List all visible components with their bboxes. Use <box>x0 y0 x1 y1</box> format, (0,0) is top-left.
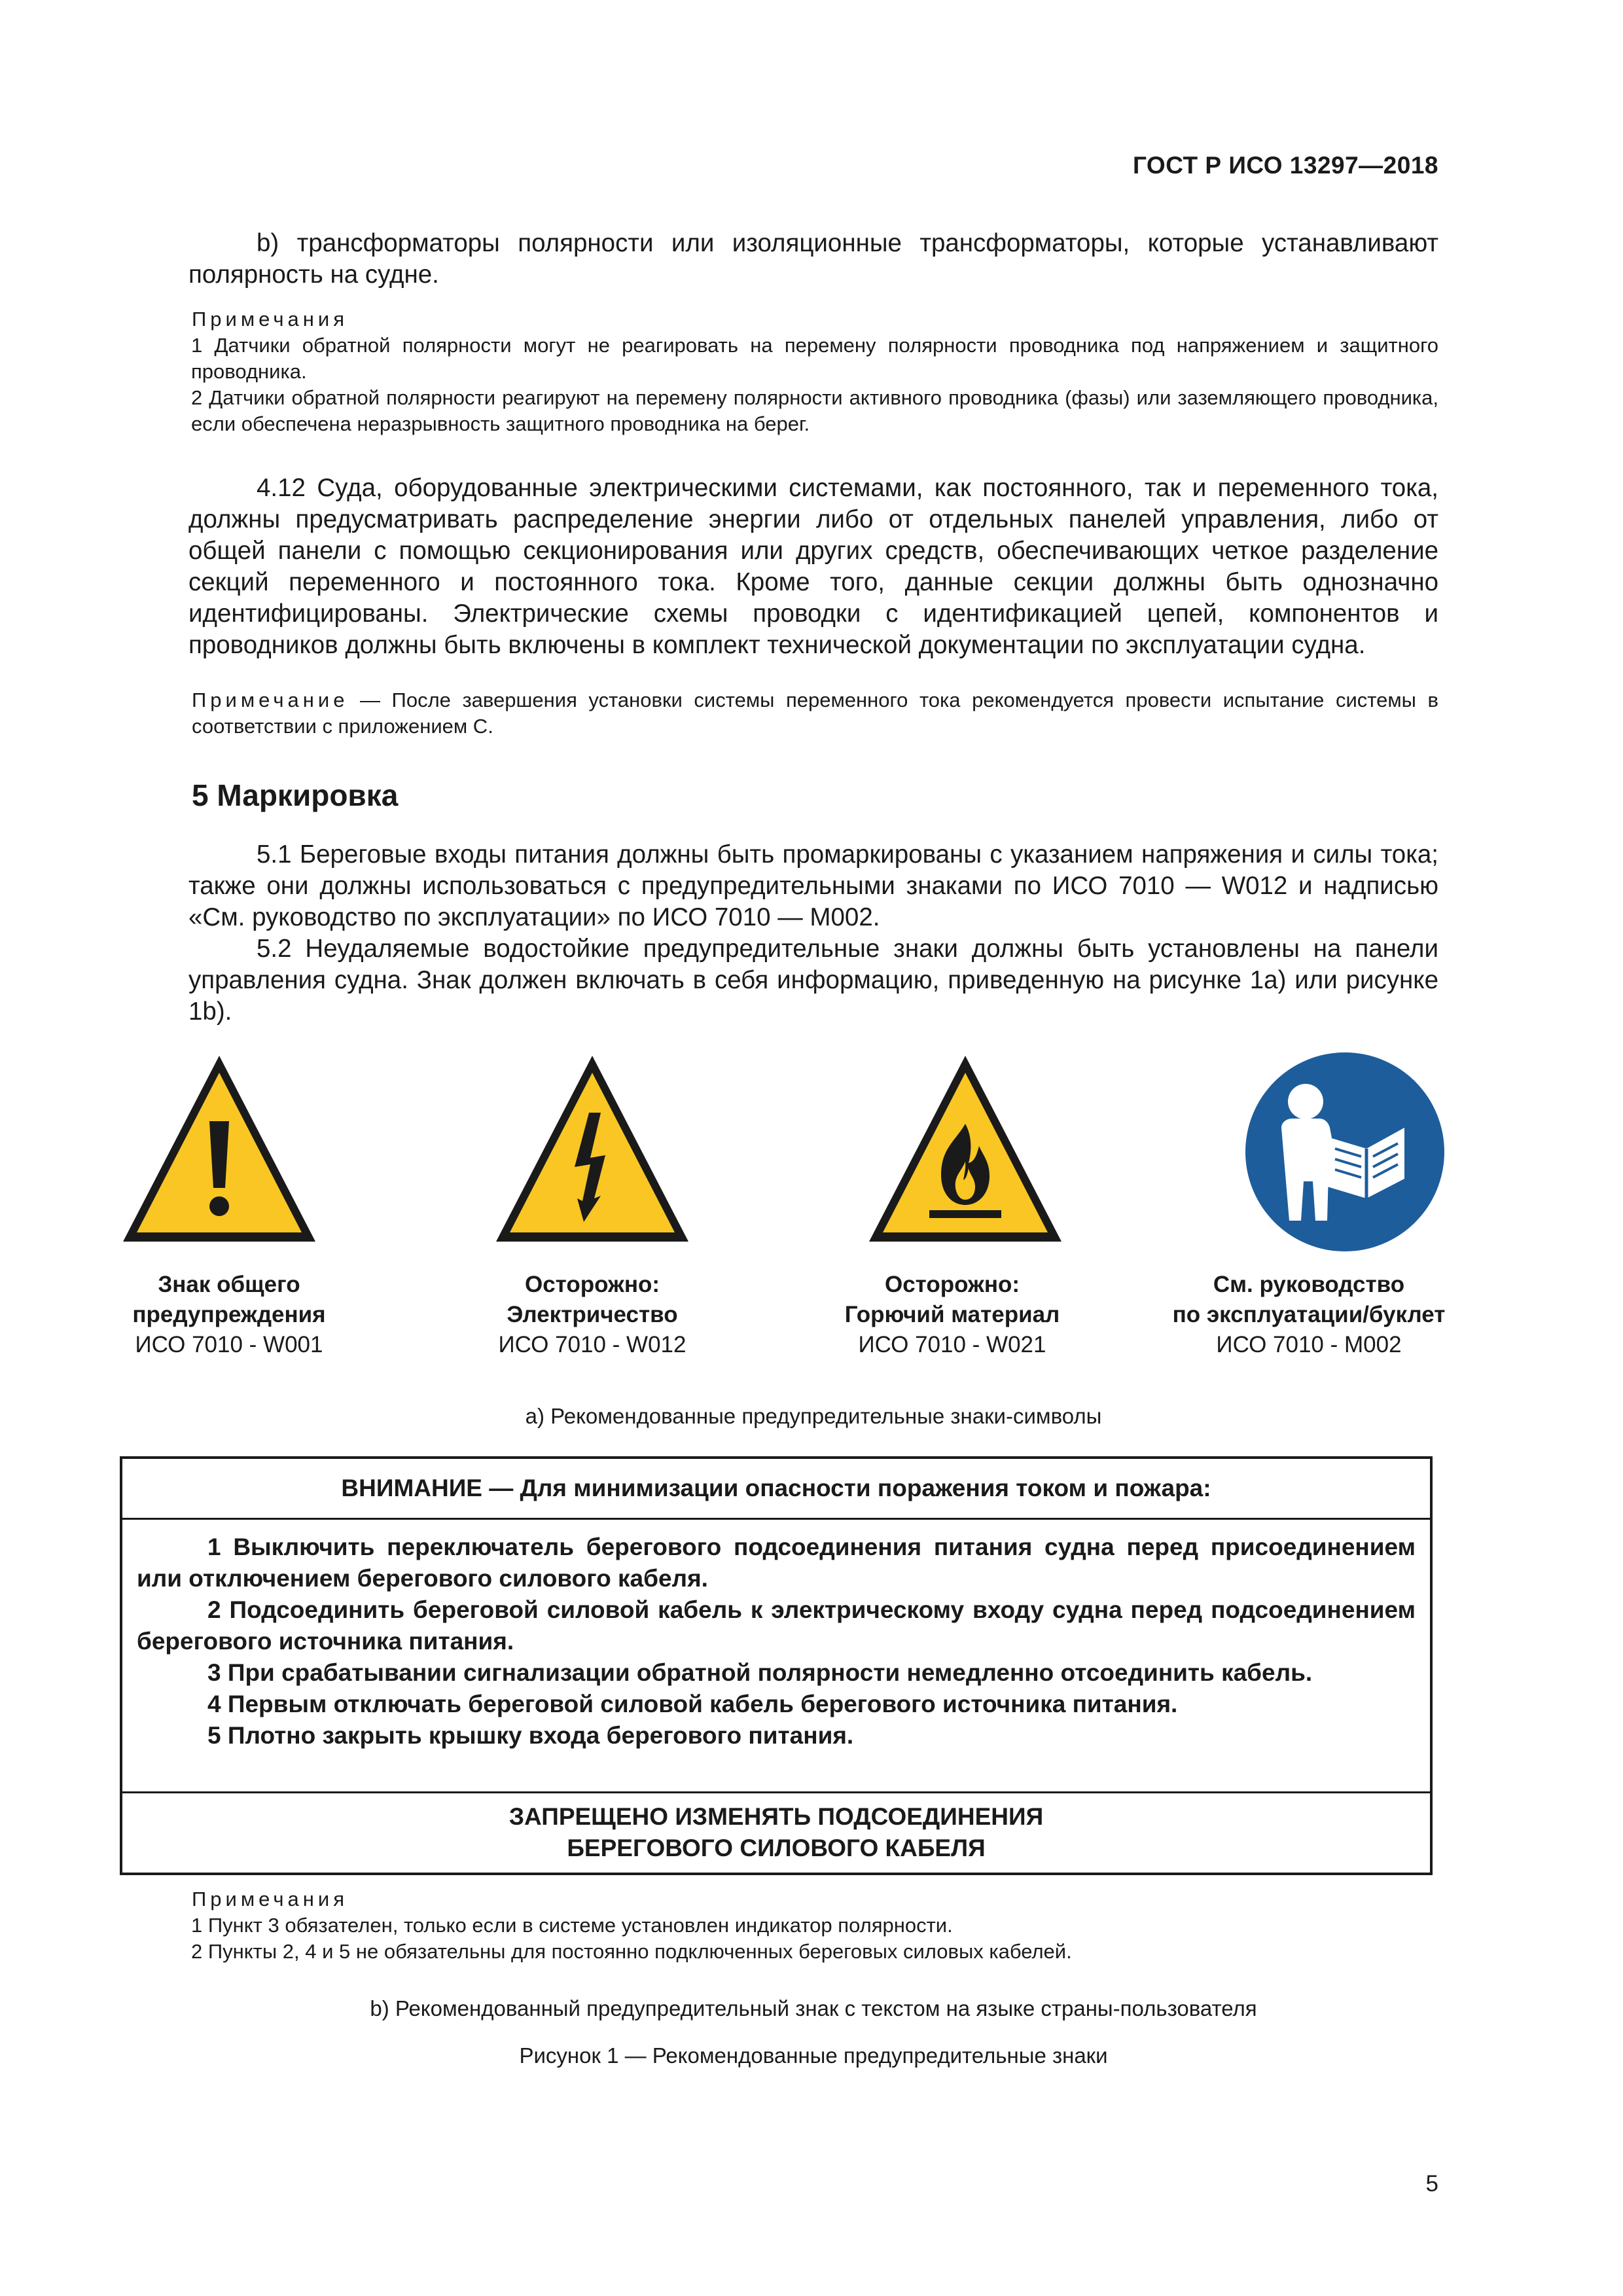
caption-electricity: Осторожно: Электричество ИСО 7010 - W012 <box>498 1272 687 1357</box>
paragraph-5-2: 5.2 Неудаляемые водостойкие предупредительные знаки должны быть установлены на панели управления судна. Знак должен включать в себя информацию, приведенную на рисунке 1а) или рисунке 1b). <box>188 935 1438 1026</box>
caption-general-warning: Знак общего предупреждения ИСО 7010 - W001 <box>132 1272 326 1357</box>
page-number: 5 <box>1425 2171 1438 2197</box>
warning-item-1: 1 Выключить переключатель берегового подсоединения питания судна перед присоединением или отключением берегового силового кабеля. <box>137 1534 1416 1592</box>
caption-flammable: Осторожно: Горючий материал ИСО 7010 - W021 <box>844 1272 1060 1357</box>
warning-item-4: 4 Первым отключать береговой силовой кабель берегового источника питания. <box>207 1691 1178 1717</box>
document-id-header: ГОСТ Р ИСО 13297—2018 <box>1132 152 1438 179</box>
caption-b: b) Рекомендованный предупредительный знак с текстом на языке страны-пользователя <box>370 1996 1257 2020</box>
note-text: — После завершения установки системы переменного тока рекомендуется провести испытание системы в соответствии с приложением С. <box>192 689 1438 738</box>
section-heading: 5 Маркировка <box>192 778 399 812</box>
section-5 <box>188 778 1438 813</box>
warning-body <box>122 1520 1430 1793</box>
note3-item-2: 2 Пункты 2, 4 и 5 не обязательны для постоянно подключенных береговых силовых кабелей. <box>191 1940 1072 1963</box>
notes-title-3: Примечания <box>192 1888 348 1910</box>
warning-item-3: 3 При срабатывании сигнализации обратной полярности немедленно отсоединить кабель. <box>207 1659 1313 1686</box>
figure-caption: Рисунок 1 — Рекомендованные предупредительные знаки <box>519 2043 1108 2068</box>
warning-foot <box>122 1793 1430 1872</box>
note-block-2 <box>188 687 1438 740</box>
section-5-paragraphs <box>188 839 1438 1028</box>
note-item-2: 2 Датчики обратной полярности реагируют на перемену полярности активного проводника (фазы) или заземляющего проводника, если обеспечена неразрывность защитного проводника на берег. <box>191 386 1438 435</box>
intro-paragraph: b) трансформаторы полярности или изоляционные трансформаторы, которые устанавливают полярность на судне. <box>188 229 1438 289</box>
warning-signs-row <box>118 1050 1446 1253</box>
warning-head: ВНИМАНИЕ — Для минимизации опасности поражения током и пожара: <box>122 1459 1430 1520</box>
flammable-warning-icon <box>864 1050 1067 1253</box>
general-warning-icon <box>118 1050 321 1253</box>
read-manual-icon <box>1243 1050 1446 1253</box>
note-item-1: 1 Датчики обратной полярности могут не реагировать на перемену полярности проводника под напряжением и защитного проводника. <box>191 334 1438 383</box>
warning-foot-line-2: БЕРЕГОВОГО СИЛОВОГО КАБЕЛЯ <box>567 1835 986 1861</box>
caption-a: а) Рекомендованные предупредительные знаки-символы <box>525 1404 1102 1428</box>
caption-read-manual: См. руководство по эксплуатации/буклет ИСО 7010 - М002 <box>1172 1272 1446 1357</box>
note3-item-1: 1 Пункт 3 обязателен, только если в системе установлен индикатор полярности. <box>191 1914 953 1937</box>
intro-section <box>188 228 1438 291</box>
warning-item-2: 2 Подсоединить береговой силовой кабель к электрическому входу судна перед подсоединением берегового источника питания. <box>137 1596 1416 1655</box>
notes-block-3 <box>188 1886 1438 1965</box>
electricity-warning-icon <box>491 1050 694 1253</box>
warning-item-5: 5 Плотно закрыть крышку входа берегового питания. <box>207 1722 854 1749</box>
section-4-12 <box>188 473 1438 661</box>
notes-title: Примечания <box>192 308 348 331</box>
warning-foot-line-1: ЗАПРЕЩЕНО ИЗМЕНЯТЬ ПОДСОЕДИНЕНИЯ <box>508 1803 1044 1830</box>
notes-block-1 <box>188 306 1438 437</box>
note-title: Примечание <box>192 689 349 711</box>
warning-text-sign <box>120 1456 1433 1875</box>
paragraph-5-1: 5.1 Береговые входы питания должны быть промаркированы с указанием напряжения и силы тока; также они должны использоваться с предупредительными знаками по ИСО 7010 — W012 и надписью «См. руководство по эксплуатации» по ИСО 7010 — М002. <box>188 840 1438 931</box>
paragraph-4-12: 4.12 Суда, оборудованные электрическими системами, как постоянного, так и переменного тока, должны предусматривать распределение энергии либо от отдельных панелей управления, либо от общей панели с помощью секционирования или других средств, обеспечивающих четкое разделение секций переменного и постоянного тока. Кроме того, данные секции должны быть однозначно идентифицированы. Электрические схемы проводки с идентификацией цепей, компонентов и проводников должны быть включены в комплект технической документации по эксплуатации судна. <box>188 474 1438 659</box>
